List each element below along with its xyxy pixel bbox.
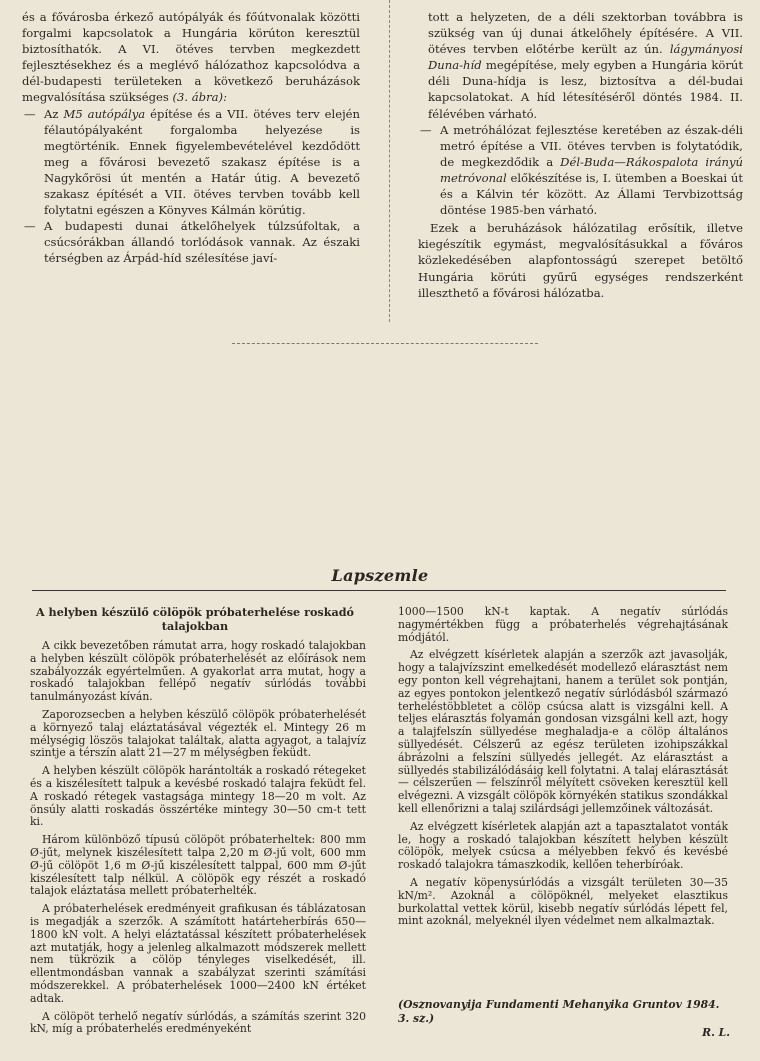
review-paragraph: Az elvégzett kísérletek alapján azt a tapasztalatot vonták le, hogy a roskadó talajokban készített helyben készült cölöpök, melyek csúcsa a mélyebben fekvő és kevésbé roskadó talajokra támaszkodik, kellően teherbíróak. [398, 819, 728, 872]
review-right-column [398, 606, 728, 933]
bullet-danube-crossings [22, 218, 360, 266]
review-paragraph: A cölöpöt terhelő negatív súrlódás, a számítás szerint 320 kN, míg a próbaterhelés eredményeként [30, 1009, 366, 1036]
article-title: A helyben készülő cölöpök próbaterhelése roskadó talajokban [35, 605, 355, 633]
continuation-paragraph [418, 9, 743, 122]
intro-paragraph [22, 9, 360, 106]
bullet1-text-b: építése és a VII. ötéves terv elején félautópályaként forgalomba helyezése is megtörténik. Ennek figyelembevételével kezdődött meg a fővárosi bevezető szakasz építése is a Nagykőrösi út mentén a Határ útig. A bevezető szakasz építését a VII. ötéves tervben tovább kell folytatni egészen a Könyves Kálmán körútig. [44, 106, 361, 218]
review-left-column [30, 640, 366, 1036]
cont-emphasis: lágymányosi Duna-híd [428, 42, 743, 73]
section-title-rule [32, 590, 726, 591]
review-paragraph: Zaporozsecben a helyben készülő cölöpök próbaterhelését a környező talaj eláztatásával végezték el. Mintegy 26 m mélységig löszös talajokat találtak, alatta agyagot, a talajvíz szintje a térszín alatt 21—27 m mélységben feküdt. [30, 707, 366, 760]
closing-paragraph: Ezek a beruházások hálózatilag erősítik, illetve kiegészítik egymást, megvalósításukkal a főváros közlekedésében alapfontosságú szerepet betöltő Hungária körúti gyűrű egységes rendszerként illeszthető a fővárosi hálózatba. [418, 221, 743, 300]
figure-reference: (3. ábra): [172, 90, 227, 105]
bullet1-text-a: Az [44, 106, 59, 121]
author-initials: R. L. [702, 1026, 730, 1039]
top-left-column [22, 9, 360, 267]
section-divider [232, 343, 538, 344]
cont-text-a: tott a helyzeten, de a déli szektorban továbbra is szükség van új dunai átkelőhely építésére. A VII. ötéves tervben előtérbe került az ún. [428, 10, 743, 57]
review-paragraph: Három különböző típusú cölöpöt próbaterheltek: 800 mm Ø-jűt, melynek kiszélesített talpa 2,20 m Ø-jű volt, 600 mm Ø-jű cölöpöt 1,6 m Ø-jű kiszélesített talppal, 600 mm Ø-jűt kiszélesített talp nélkül. A cölöpök egy részét a roskadó talajok eláztatása mellett próbaterhelték. [30, 833, 366, 898]
review-paragraph: A negatív köpenysúrlódás a vizsgált területen 30—35 kN/m². Azoknál a cölöpöknél, melyeket elasztikus burkolattal vettek körül, kisebb negatív súrlódás lépett fel, mint azoknál, melyeknél ilyen védelmet nem alkalmaztak. [398, 875, 728, 928]
bullet-m5-motorway [22, 106, 360, 219]
bullet2-text: A budapesti dunai átkelőhelyek túlzsúfoltak, a csúcsórákban állandó torlódások vannak. Az északi térségben az Árpád-híd szélesítése javí- [44, 219, 360, 266]
bullet-dash: — [420, 122, 432, 137]
bullet1-emphasis: M5 autópálya [63, 106, 146, 121]
bullet3-emphasis: Dél-Buda—Rákospalota irányú metróvonal [440, 154, 743, 185]
review-paragraph: A cikk bevezetőben rámutat arra, hogy roskadó talajokban a helyben készült cölöpök próbaterhelését az előírások nem szabályozzák egyértelműen. A gyakorlat arra mutat, hogy a roskadó talajokban fellépő negatív súrlódás további tanulmányozást kíván. [30, 639, 366, 704]
cont-text-b: megépítése, mely egyben a Hungária körút déli Duna-hídja is lesz, biztosítva a dél-budai kapcsolatokat. A híd létesítéséről döntés 1984. II. félévében várható. [428, 58, 744, 121]
intro-text: és a fővárosba érkező autópályák és főútvonalak közötti forgalmi kapcsolatok a Hungária körúton keresztül biztosíthatók. A VI. ötéves tervben megkezdett fejlesztésekhez és a meglévő hálózathoz kapcsolódva a dél-budapesti területeken a következő beruházások megvalósítása szükséges [22, 10, 360, 105]
bullet3-text-b: előkészítése is, I. ütemben a Boeskai út és a Kálvin tér között. Az Állami Tervbizottság döntése 1985-ben várható. [440, 170, 744, 218]
review-continuation: 1000—1500 kN-t kaptak. A negatív súrlódás nagymértékben függ a próbaterhelés végrehajtásának módjától. [398, 605, 728, 644]
section-title: Lapszemle [331, 566, 429, 585]
bullet3-text-a: A metróhálózat fejlesztése keretében az észak-déli metró építése a VII. ötéves tervben is folytatódik, de megkezdődik a [440, 122, 743, 169]
source-citation: (Osznovanyija Fundamenti Mehanyika Gruntov 1984. 3. sz.) [398, 998, 720, 1025]
bullet-metro [418, 122, 743, 219]
review-paragraph: Az elvégzett kísérletek alapján a szerzők azt javasolják, hogy a talajvízszint emelkedését modellező elárasztást nem egy ponton kell végrehajtani, hanem a terület sok pontján, az egyes pontokon jelentkező negatív súrlódásból származó terheléstöbbletet a cölöp csúcsa alatt is vizsgálni kell. A teljes elárasztás folyamán gondosan vizsgálni kell azt, hogy a talajfelszín süllyedése meghaladja-e a cölöp általános süllyedését. Célszerű az egész területen izohipszákkal ábrázolni a felszíni süllyedés jellegét. Az elárasztást a süllyedés stabilizálódásáig kell folytatni. A talaj elárasztását — célszerűen — felszínről mélyített csöveken keresztül kell elvégezni. A vizsgált cölöpök környékén statikus szondákkal kell ellenőrizni a talaj szilárdsági jellemzőinek változását. [398, 648, 728, 815]
bullet-dash: — [24, 219, 36, 234]
review-paragraph: A helyben készült cölöpök harántolták a roskadó rétegeket és a kiszélesített talpuk a kevésbé roskadó talajra feküdt fel. A roskadó rétegek vastagsága mintegy 18—20 m volt. Az önsúly alatti roskadás összértéke mintegy 30—50 cm-t tett ki. [30, 764, 366, 829]
top-right-column [418, 9, 743, 301]
column-divider [389, 0, 390, 322]
bullet-dash: — [24, 106, 36, 121]
review-paragraph: A próbaterhelések eredményeit grafikusan és táblázatosan is megadják a szerzők. A számított határteherbírás 650—1800 kN volt. A helyi eláztatással készített próbaterhelések azt mutatják, hogy a jelenleg alkalmazott módszerek mellett nem tükrözik a cölöp tényleges viselkedését, ill. ellentmondásban vannak a szabályzat szerinti számítási módszerekkel. A próbaterhelések 1000—2400 kN értéket adtak. [30, 902, 366, 1005]
